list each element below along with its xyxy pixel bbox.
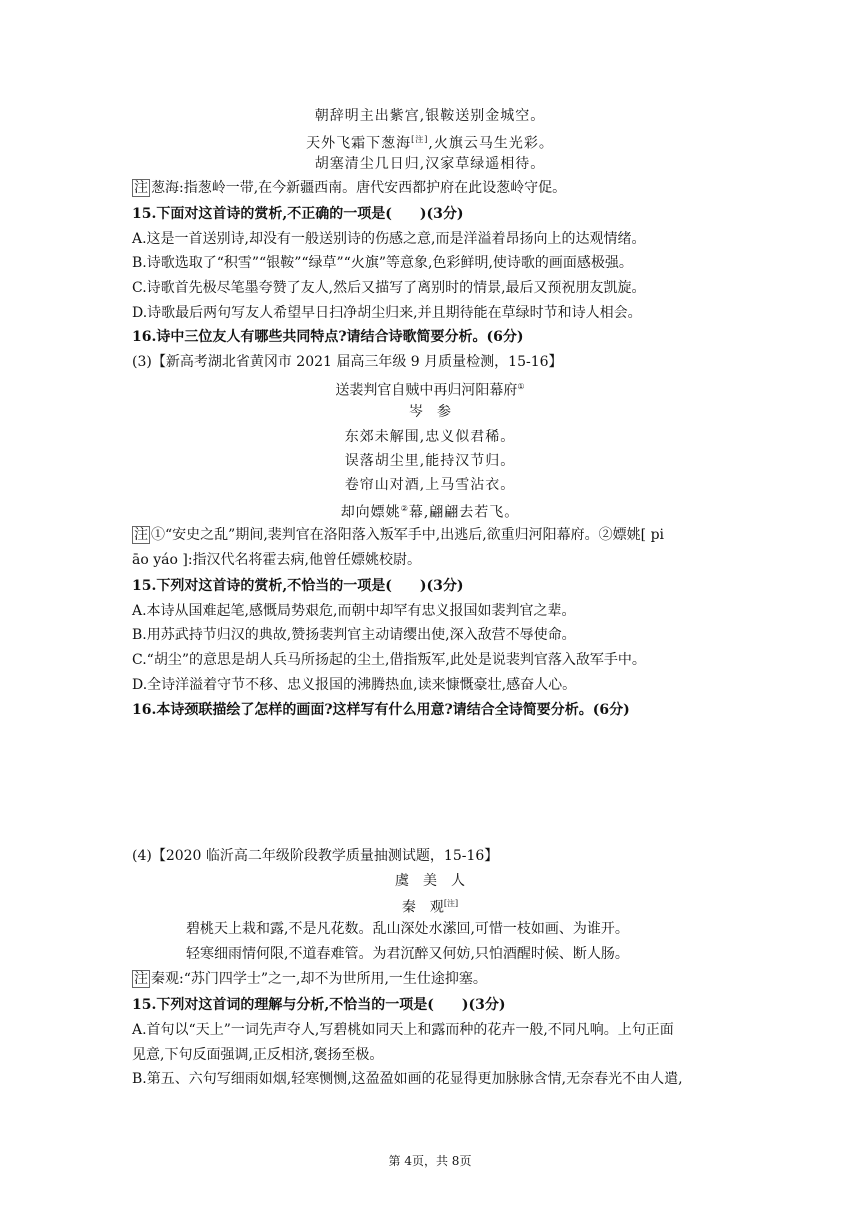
question-15-stem: 15.下面对这首诗的赏析,不正确的一项是( )(3分) [132,206,464,222]
poem-title: 虞 美 人 [395,873,465,889]
question-15-stem: 15.下列对这首词的理解与分析,不恰当的一项是( )(3分) [132,997,506,1013]
annotation: 注 秦观:“苏门四学士”之一,却不为世所用,一生仕途抑塞。 [134,971,487,987]
annotation: 注 葱海:指葱岭一带,在今新疆西南。唐代安西都护府在此设葱岭守促。 [134,180,567,196]
section-header: (3)【新高考湖北省黄冈市 2021 届高三年级 9 月质量检测，15-16】 [132,354,563,370]
option-a: A.这是一首送别诗,却没有一般送别诗的伤感之意,而是洋溢着昂扬向上的达观情绪。 [132,231,646,247]
option-c: C.“胡尘”的意思是胡人兵马所扬起的尘土,借指叛军,此处是说裴判官落入敌军手中。 [132,652,646,668]
note-mark: 注 [134,527,148,543]
option-a: A.本诗从国难起笔,感慨局势艰危,而朝中却罕有忠义报国如裴判官之辈。 [132,603,576,619]
question-16-stem: 16.诗中三位友人有哪些共同特点?请结合诗歌简要分析。(6分) [132,329,524,345]
option-a: A.首句以“天上”一词先声夺人,写碧桃如同天上和露而种的花卉一般,不同凡响。上句正面 [132,1022,674,1038]
poem-line: 胡塞清尘几日归,汉家草绿遥相待。 [314,156,546,172]
annotation: 注 ①“安史之乱”期间,裴判官在洛阳落入叛军手中,出逃后,欲重归河阳幕府。②嫖姚[ pi [134,527,665,543]
note-superscript: ② [400,504,409,513]
annotation-cont: āo yáo ]:指汉代名将霍去病,他曾任嫖姚校尉。 [132,552,421,568]
option-d: D.全诗洋溢着守节不移、忠义报国的沸腾热血,读来慷慨豪壮,感奋人心。 [132,677,577,693]
page-footer: 第 4页，共 8页 [388,1154,472,1168]
poem-line: 误落胡尘里,能持汉节归。 [344,453,516,469]
option-d: D.诗歌最后两句写友人希望早日扫净胡尘归来,并且期待能在草绿时节和诗人相会。 [132,305,642,321]
note-superscript: [注] [443,899,459,908]
poem-author: 岑 参 [409,404,451,420]
poem-author: 秦 观[注] [401,899,459,916]
option-b: B.诗歌选取了“积雪”“银鞍”“绿草”“火旗”等意象,色彩鲜明,使诗歌的画面感极强。 [132,255,633,271]
section-header: (4)【2020 临沂高二年级阶段教学质量抽测试题，15-16】 [132,848,499,864]
option-b: B.用苏武持节归汉的典故,赞扬裴判官主动请缨出使,深入敌营不辱使命。 [132,627,576,643]
question-15-stem: 15.下列对这首诗的赏析,不恰当的一项是( )(3分) [132,578,464,594]
note-mark: 注 [134,180,148,196]
question-16-stem: 16.本诗颈联描绘了怎样的画面?这样写有什么用意?请结合全诗简要分析。(6分) [132,702,630,718]
note-mark: 注 [134,971,148,987]
poem-line: 轻寒细雨情何限,不道春难管。为君沉醉又何妨,只怕酒醒时候、断人肠。 [186,946,629,962]
option-c: C.诗歌首先极尽笔墨夸赞了友人,然后又描写了离别时的情景,最后又预祝朋友凯旋。 [132,280,646,296]
poem-line: 卷帘山对酒,上马雪沾衣。 [344,477,516,493]
poem-line: 碧桃天上栽和露,不是凡花数。乱山深处水潆回,可惜一枝如画、为谁开。 [186,921,629,937]
poem-line: 东郊未解围,忠义似君稀。 [344,429,516,445]
option-a-cont: 见意,下句反面强调,正反相济,褒扬至极。 [132,1047,384,1063]
poem-line: 朝辞明主出紫宫,银鞍送别金城空。 [314,108,546,124]
poem-line: 却向嫖姚②幕,翩翩去若飞。 [340,504,520,521]
poem-title: 送裴判官自贼中再归河阳幕府① [335,382,525,399]
note-superscript: [注] [411,135,429,144]
option-b: B.第五、六句写细雨如烟,轻寒恻恻,这盈盈如画的花显得更加脉脉含情,无奈春光不由人遣, [132,1071,683,1087]
note-superscript: ① [517,382,525,391]
poem-line: 天外飞霜下葱海[注],火旗云马生光彩。 [306,135,554,152]
